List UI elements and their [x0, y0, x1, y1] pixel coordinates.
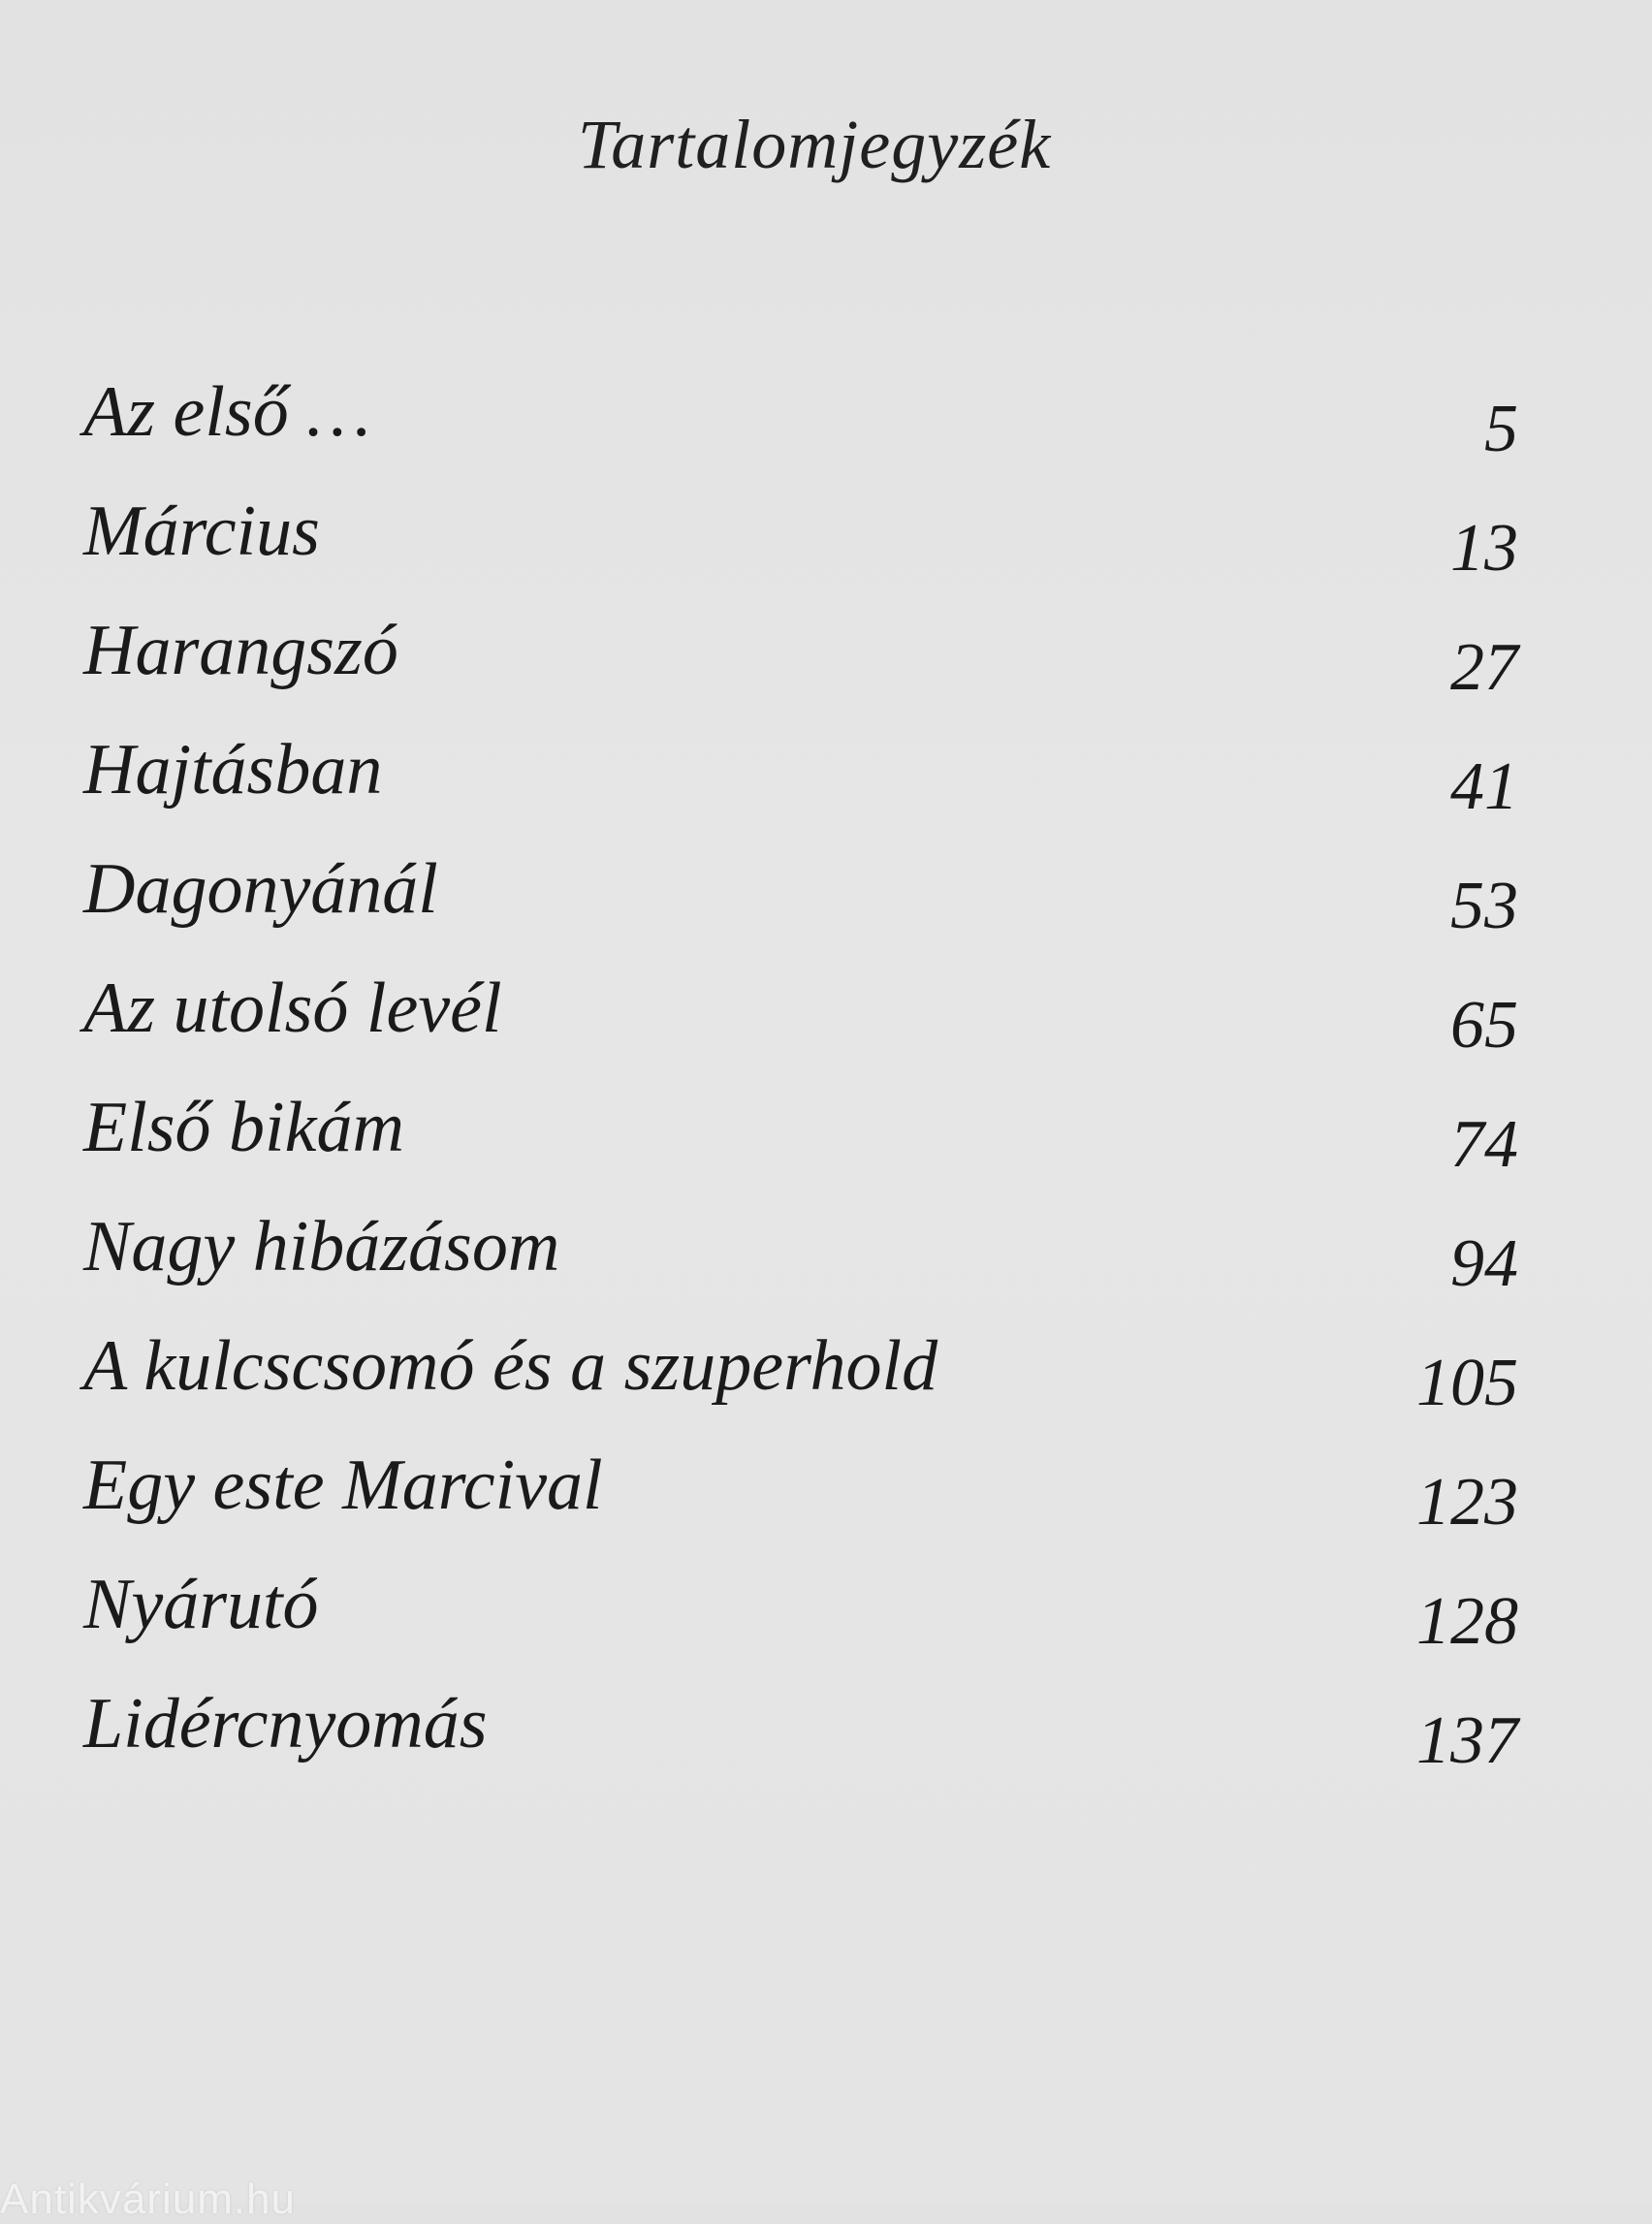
toc-entry — [83, 965, 1518, 1084]
watermark: Antikvárium.hu — [0, 2176, 297, 2223]
toc-entry-page-number: 13 — [1450, 511, 1518, 586]
toc-entry-title: Nyárutó — [83, 1565, 319, 1644]
toc-entry-title: Nagy hibázásom — [83, 1207, 560, 1287]
toc-entry-page-number: 5 — [1484, 392, 1518, 466]
table-of-contents — [83, 368, 1518, 1799]
toc-entry-title: Az első … — [83, 372, 370, 452]
toc-entry-title: Lidércnyomás — [83, 1684, 488, 1763]
toc-entry-page-number: 137 — [1416, 1703, 1518, 1778]
toc-entry — [83, 1084, 1518, 1203]
toc-entry-title: Harangszó — [83, 611, 398, 690]
toc-entry-title: A kulcscsomó és a szuperhold — [83, 1326, 938, 1406]
toc-entry-page-number: 105 — [1416, 1346, 1518, 1420]
toc-entry-page-number: 41 — [1450, 749, 1518, 824]
page-title: Tartalomjegyzék — [577, 106, 1052, 183]
toc-entry-title: Hajtásban — [83, 730, 383, 810]
toc-entry-page-number: 74 — [1450, 1107, 1518, 1182]
toc-entry-title: Az utolsó levél — [83, 969, 502, 1048]
toc-entry-title: Dagonyánál — [83, 849, 438, 929]
toc-entry — [83, 726, 1518, 845]
toc-entry — [83, 845, 1518, 965]
toc-entry — [83, 1442, 1518, 1561]
toc-entry — [83, 1680, 1518, 1799]
toc-entry-page-number: 27 — [1450, 630, 1518, 705]
toc-entry-page-number: 128 — [1416, 1584, 1518, 1659]
toc-entry — [83, 1561, 1518, 1680]
toc-entry-title: Március — [83, 492, 320, 571]
toc-entry-title: Első bikám — [83, 1088, 404, 1167]
toc-entry-page-number: 53 — [1450, 869, 1518, 943]
toc-entry — [83, 1203, 1518, 1322]
toc-entry — [83, 368, 1518, 488]
toc-entry-page-number: 123 — [1416, 1465, 1518, 1540]
toc-entry — [83, 607, 1518, 726]
toc-entry-page-number: 65 — [1450, 988, 1518, 1063]
toc-entry-page-number: 94 — [1450, 1226, 1518, 1301]
toc-entry — [83, 1322, 1518, 1442]
toc-entry-title: Egy este Marcival — [83, 1446, 603, 1525]
toc-entry — [83, 488, 1518, 607]
